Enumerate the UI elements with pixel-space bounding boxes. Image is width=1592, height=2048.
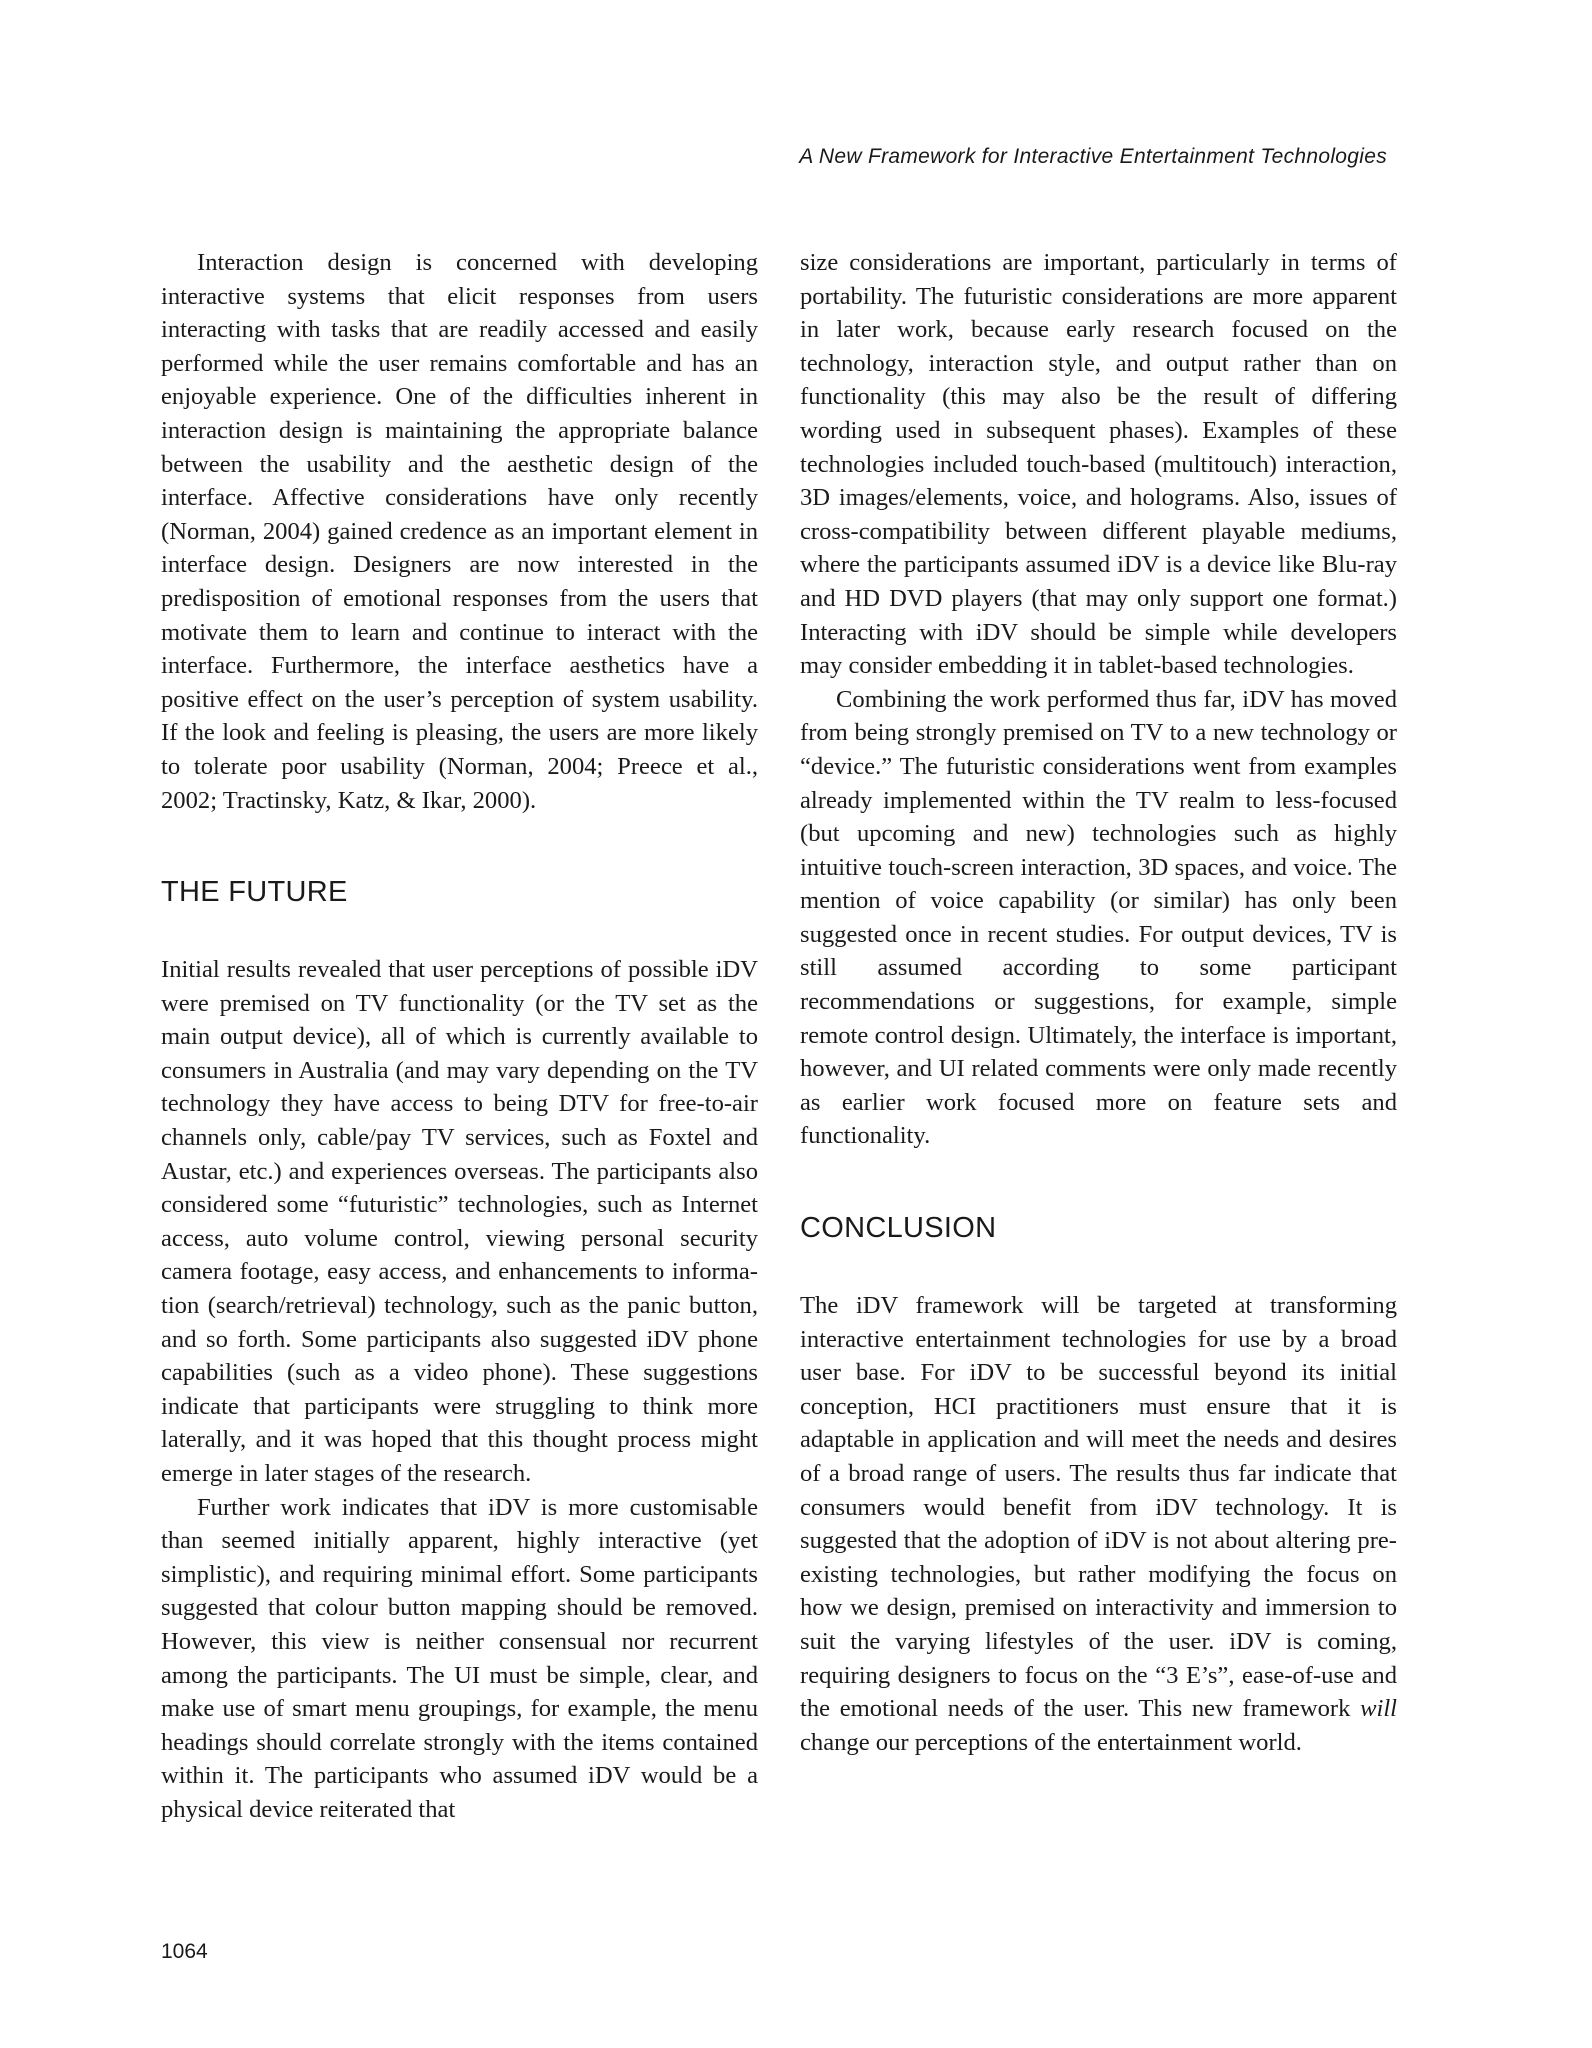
left-column [161,246,758,1827]
page-number: 1064 [161,1940,208,1963]
conclusion-text-a: The iDV framework will be targeted at transforming interactive entertainment technologies for use by a broad user base. For iDV to be successful beyond its initial conception, HCI practitioners must ensure that it is adaptable in application and will meet the needs and desires of a broad range of users. The results thus far indicate that consumers would benefit from iDV technology. It is suggested that the adoption of iDV is not about altering pre-existing technologies, but rather modifying the focus on how we design, premised on interactivity and immersion to suit the varying lifestyles of the user. iDV is coming, requiring designers to focus on the “3 E’s”, ease-of-use and the emotional needs of the user. This new framework [800,1292,1397,1723]
future-paragraph-2: Further work indicates that iDV is more customisable than seemed initially apparent, highly interactive (yet simplistic), and requiring minimal effort. Some participants suggested that colour button mapping should be removed. However, this view is neither consensual nor recurrent among the participants. The UI must be simple, clear, and make use of smart menu groupings, for example, the menu headings should correlate strongly with the items contained within it. The participants who assumed iDV would be a physical device reiterated that [161,1493,758,1823]
future-paragraph-3: size considerations are important, particularly in terms of portability. The futuristic considerations are more apparent in later work, because early research focused on the technology, interaction style, and output rather than on functionality (this may also be the result of differing wording used in subsequent phases). Examples of these technologies included touch-based (multitouch) interaction, 3D images/elements, voice, and holograms. Also, issues of cross-compatibility between different playable mediums, where the participants assumed iDV is a device like Blu-ray and HD DVD players (that may only support one format.) Interacting with iDV should be simple while developers may consider embedding it in tablet-based technologies. [800,249,1397,680]
conclusion-text-b: change our perceptions of the entertainment world. [800,1728,1302,1756]
future-paragraph-1: Initial results revealed that user perceptions of possible iDV were premised on TV functionality (or the TV set as the main output device), all of which is currently available to consumers in Australia (and may vary depending on the TV technology they have access to being DTV for free-to-air channels only, cable/pay TV services, such as Foxtel and Austar, etc.) and experiences overseas. The participants also considered some “futuristic” technologies, such as Internet access, auto volume control, viewing personal security camera footage, easy access, and enhancements to information (search/retrieval) technology, such as the panic button, and so forth. Some participants also suggested iDV phone capabilities (such as a video phone). These suggestions indicate that participants were struggling to think more laterally, and it was hoped that this thought process might emerge in later stages of the research. [161,956,758,1487]
intro-paragraph: Interaction design is concerned with developing interactive systems that elicit responses from users interacting with tasks that are readily accessed and easily performed while the user remains comfortable and has an enjoyable experience. One of the difficulties inherent in interaction design is maintaining the appropriate balance between the usability and the aesthetic design of the interface. Affective considerations have only recently (Norman, 2004) gained credence as an important element in interface design. Designers are now interested in the predisposition of emotional responses from the users that motivate them to learn and continue to interact with the interface. Furthermore, the interface aesthetics have a positive effect on the user’s perception of system usability. If the look and feeling is pleasing, the users are more likely to tolerate poor usability (Norman, 2004; Preece et al., 2002; Tractinsky, Katz, & Ikar, 2000). [161,249,758,814]
section-heading-conclusion: CONCLUSION [800,1212,997,1245]
conclusion-emphasis: will [1360,1695,1397,1723]
future-paragraph-4: Combining the work performed thus far, iDV has moved from being strongly premised on TV to a new technology or “device.” The futuristic considerations went from examples already implemented within the TV realm to less-focused (but upcoming and new) technologies such as highly intuitive touch-screen interaction, 3D spaces, and voice. The mention of voice capability (or similar) has only been suggested once in recent studies. For output devices, TV is still assumed according to some participant recommendations or suggestions, for example, simple remote control design. Ultimately, the interface is important, however, and UI related comments were only made recently as earlier work focused more on feature sets and functionality. [800,685,1397,1150]
right-column [800,246,1397,1759]
conclusion-paragraph [800,1289,1397,1759]
running-head: A New Framework for Interactive Entertainment Technologies [799,145,1387,168]
section-heading-future: THE FUTURE [161,876,348,909]
